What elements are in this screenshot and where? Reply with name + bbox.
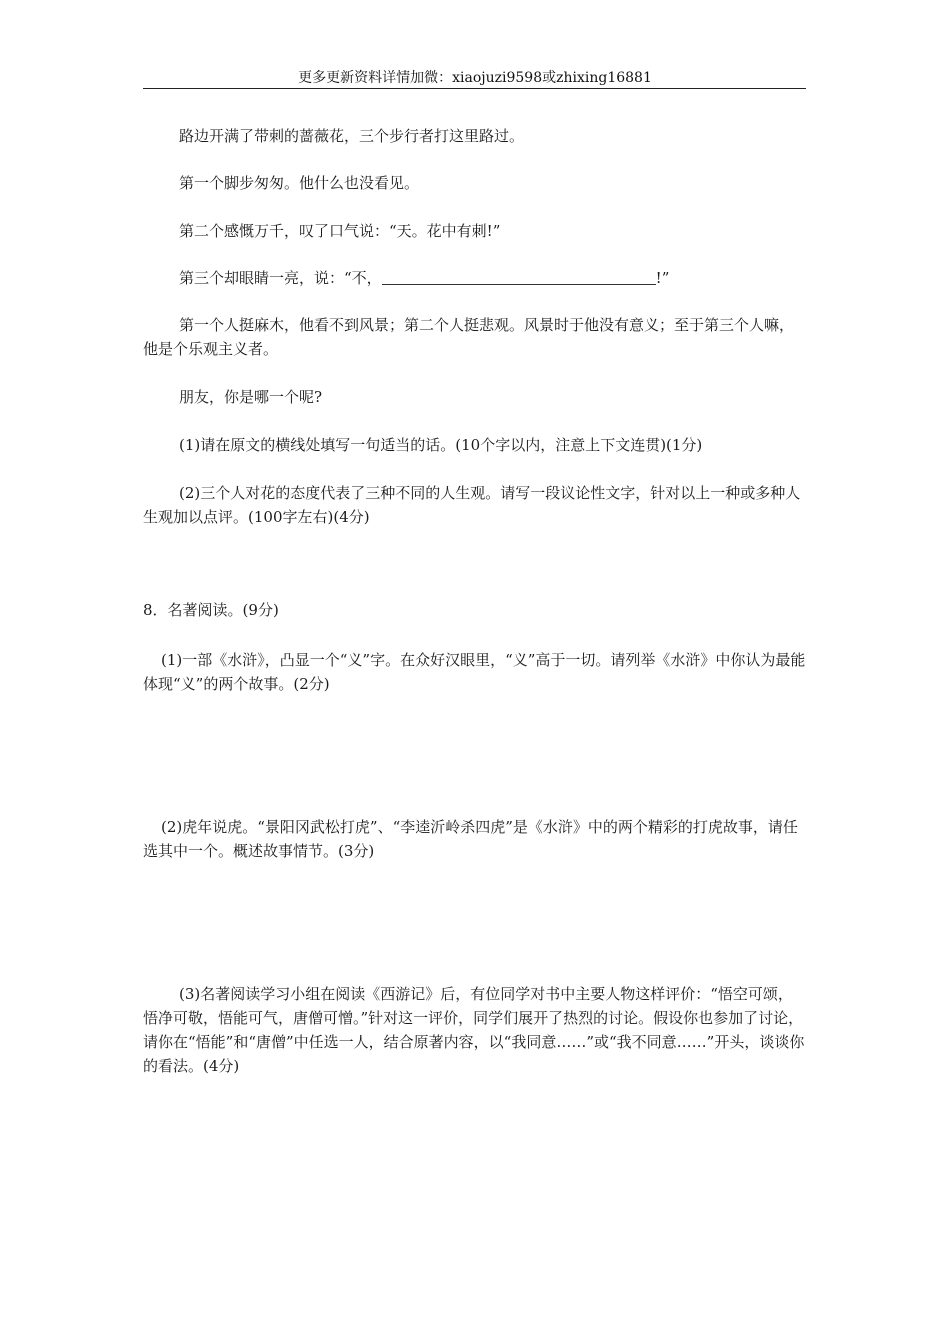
- question-8-3: (3)名著阅读学习小组在阅读《西游记》后，有位同学对书中主要人物这样评价：“悟空可颂，悟净可敬，悟能可气，唐僧可憎。”针对这一评价，同学们展开了热烈的讨论。假设你也参加了讨论，请你在“悟能”和“唐僧”中任选一人，结合原著内容，以“我同意……”或“我不同意……”开头，谈谈你的看法。(4分): [143, 985, 805, 1075]
- passage-paragraph-1: 路边开满了带刺的蔷薇花，三个步行者打这里路过。: [179, 127, 525, 145]
- paragraph-4-lead: 第三个却眼睛一亮，说：“不，: [179, 269, 382, 287]
- question-7-1: (1)请在原文的横线处填写一句适当的话。(10个字以内，注意上下文连贯)(1分): [179, 436, 703, 454]
- section-8-title: 8．名著阅读。(9分): [143, 601, 279, 619]
- question-8-1: (1)一部《水浒》，凸显一个“义”字。在众好汉眼里，“义”高于一切。请列举《水浒》中你认为最能体现“义”的两个故事。(2分): [143, 651, 806, 693]
- question-8-2: (2)虎年说虎。“景阳冈武松打虎”、“李逵沂岭杀四虎”是《水浒》中的两个精彩的打虎故事，请任选其中一个。概述故事情节。(3分): [143, 818, 798, 860]
- passage-paragraph-4: [143, 266, 806, 290]
- page-header: 更多更新资料详情加微：xiaojuzi9598或zhixing16881: [298, 70, 652, 86]
- paragraph-4-tail: !”: [655, 269, 670, 287]
- passage-paragraph-2: 第一个脚步匆匆。他什么也没看见。: [179, 174, 420, 192]
- question-7-2: (2)三个人对花的态度代表了三种不同的人生观。请写一段议论性文字，针对以上一种或多种人生观加以点评。(100字左右)(4分): [143, 484, 801, 526]
- fill-in-blank: [382, 270, 656, 285]
- passage-paragraph-5: 第一个人挺麻木，他看不到风景；第二个人挺悲观。风景时于他没有意义；至于第三个人嘛，他是个乐观主义者。: [143, 316, 795, 358]
- passage-paragraph-3: 第二个感慨万千，叹了口气说：“天。花中有刺!”: [179, 222, 501, 240]
- header-divider: [143, 88, 806, 89]
- passage-paragraph-6: 朋友，你是哪一个呢?: [179, 388, 323, 406]
